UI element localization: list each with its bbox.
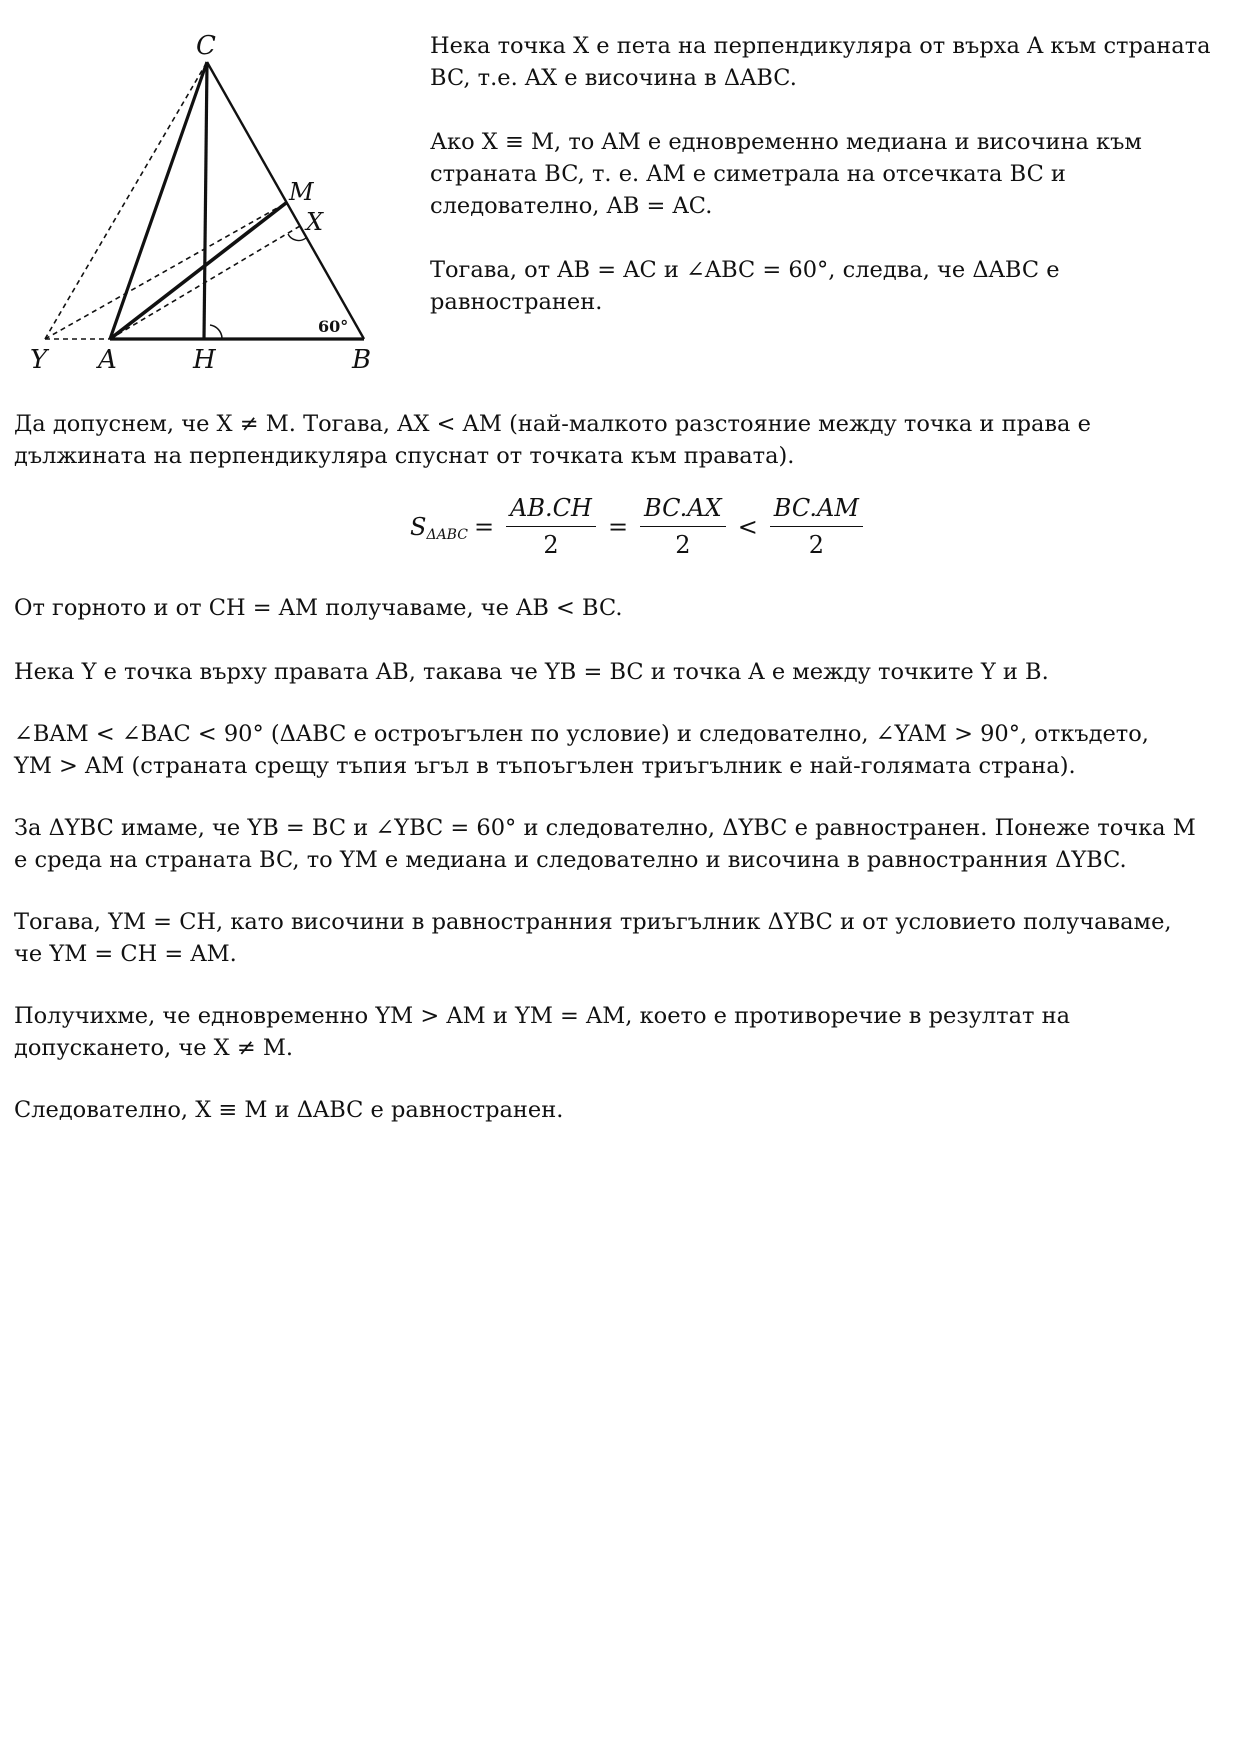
triangle-diagram <box>0 0 400 380</box>
fraction-1-denominator: 2 <box>543 531 559 559</box>
text-line: За ΔYBC имаме, че YB = BC и ∠YBC = 60° и следователно, ΔYBC е равностранен. Понеже точка M <box>14 815 1196 841</box>
text-line: равностранен. <box>430 289 603 315</box>
fraction-3-denominator: 2 <box>808 531 824 559</box>
text-line: Нека Y е точка върху правата AB, такава че YB = BC и точка A е между точките Y и B. <box>14 659 1049 685</box>
text-line: Тогава, от AB = AC и ∠ABC = 60°, следва, че ΔABC е <box>430 257 1060 283</box>
fraction-3-numerator: BC.AM <box>770 494 863 527</box>
paragraph-11 <box>14 1094 563 1126</box>
text-line: Получихме, че едновременно YM > AM и YM = AM, което е противоречие в резултат на <box>14 1003 1071 1029</box>
fraction-3 <box>770 494 863 559</box>
text-line: Тогава, YM = CH, като височини в равностранния триъгълник ΔYBC и от условието получаваме, <box>14 909 1172 935</box>
fraction-1 <box>506 494 596 559</box>
median-AM <box>110 203 286 339</box>
label-C: C <box>196 31 216 61</box>
paragraph-9 <box>14 906 1172 970</box>
label-Y: Y <box>30 345 48 375</box>
paragraph-7 <box>14 718 1149 782</box>
label-A: A <box>98 345 117 375</box>
area-formula <box>410 494 869 559</box>
formula-equals: = <box>473 512 495 541</box>
paragraph-3 <box>430 254 1060 318</box>
altitude-CH <box>204 62 207 339</box>
paragraph-10 <box>14 1000 1070 1064</box>
label-M: M <box>289 178 314 206</box>
text-line: е среда на страната BC, то YM е медиана и следователно и височина в равностранния ΔYBC. <box>14 847 1127 873</box>
text-line: BC, т.е. AX е височина в ΔABC. <box>430 65 797 91</box>
paragraph-4 <box>14 408 1091 472</box>
text-line: дължината на перпендикуляра спуснат от точката към правата). <box>14 443 795 469</box>
text-line: Да допуснем, че X ≠ M. Тогава, AX < AM (най-малкото разстояние между точка и права е <box>14 411 1091 437</box>
label-H: H <box>193 345 216 375</box>
right-angle-mark-H <box>210 325 222 338</box>
text-line: страната BC, т. е. AM е симетрала на отсечката BC и <box>430 161 1066 187</box>
text-line: Ако X ≡ M, то AM е едновременно медиана и височина към <box>430 129 1142 155</box>
dashed-line-YM <box>45 203 286 339</box>
paragraph-8 <box>14 812 1196 876</box>
paragraph-2 <box>430 126 1142 222</box>
text-line: допускането, че X ≠ M. <box>14 1035 294 1061</box>
side-AC <box>110 62 207 339</box>
label-B: B <box>352 345 372 375</box>
label-X: X <box>306 208 324 236</box>
text-line: следователно, AB = AC. <box>430 193 713 219</box>
angle-label-60: 60° <box>318 317 349 336</box>
formula-equals-2: = <box>607 512 629 541</box>
paragraph-5 <box>14 592 623 624</box>
formula-less-than: < <box>737 512 758 541</box>
paragraph-1 <box>430 30 1211 94</box>
text-line: че YM = CH = AM. <box>14 941 237 967</box>
text-line: Нека точка X е пета на перпендикуляра от върха A към страната <box>430 33 1211 59</box>
fraction-2 <box>640 494 726 559</box>
fraction-2-denominator: 2 <box>675 531 691 559</box>
fraction-2-numerator: BC.AX <box>640 494 726 527</box>
side-CB <box>207 62 364 339</box>
fraction-1-numerator: AB.CH <box>506 494 596 527</box>
paragraph-6 <box>14 656 1049 688</box>
right-angle-mark-X <box>288 234 306 241</box>
text-line: ∠BAM < ∠BAC < 90° (ΔABC е остроъгълен по условие) и следователно, ∠YAM > 90°, откъдето, <box>14 721 1149 747</box>
text-line: YM > AM (страната срещу тъпия ъгъл в тъпоъгълен триъгълник е най-голямата страна). <box>14 753 1076 779</box>
formula-lhs: S <box>410 512 427 541</box>
text-line: От горното и от CH = AM получаваме, че AB < BC. <box>14 595 623 621</box>
text-line: Следователно, X ≡ M и ΔABC е равностранен. <box>14 1097 564 1123</box>
formula-lhs-subscript: ΔABC <box>426 526 468 543</box>
